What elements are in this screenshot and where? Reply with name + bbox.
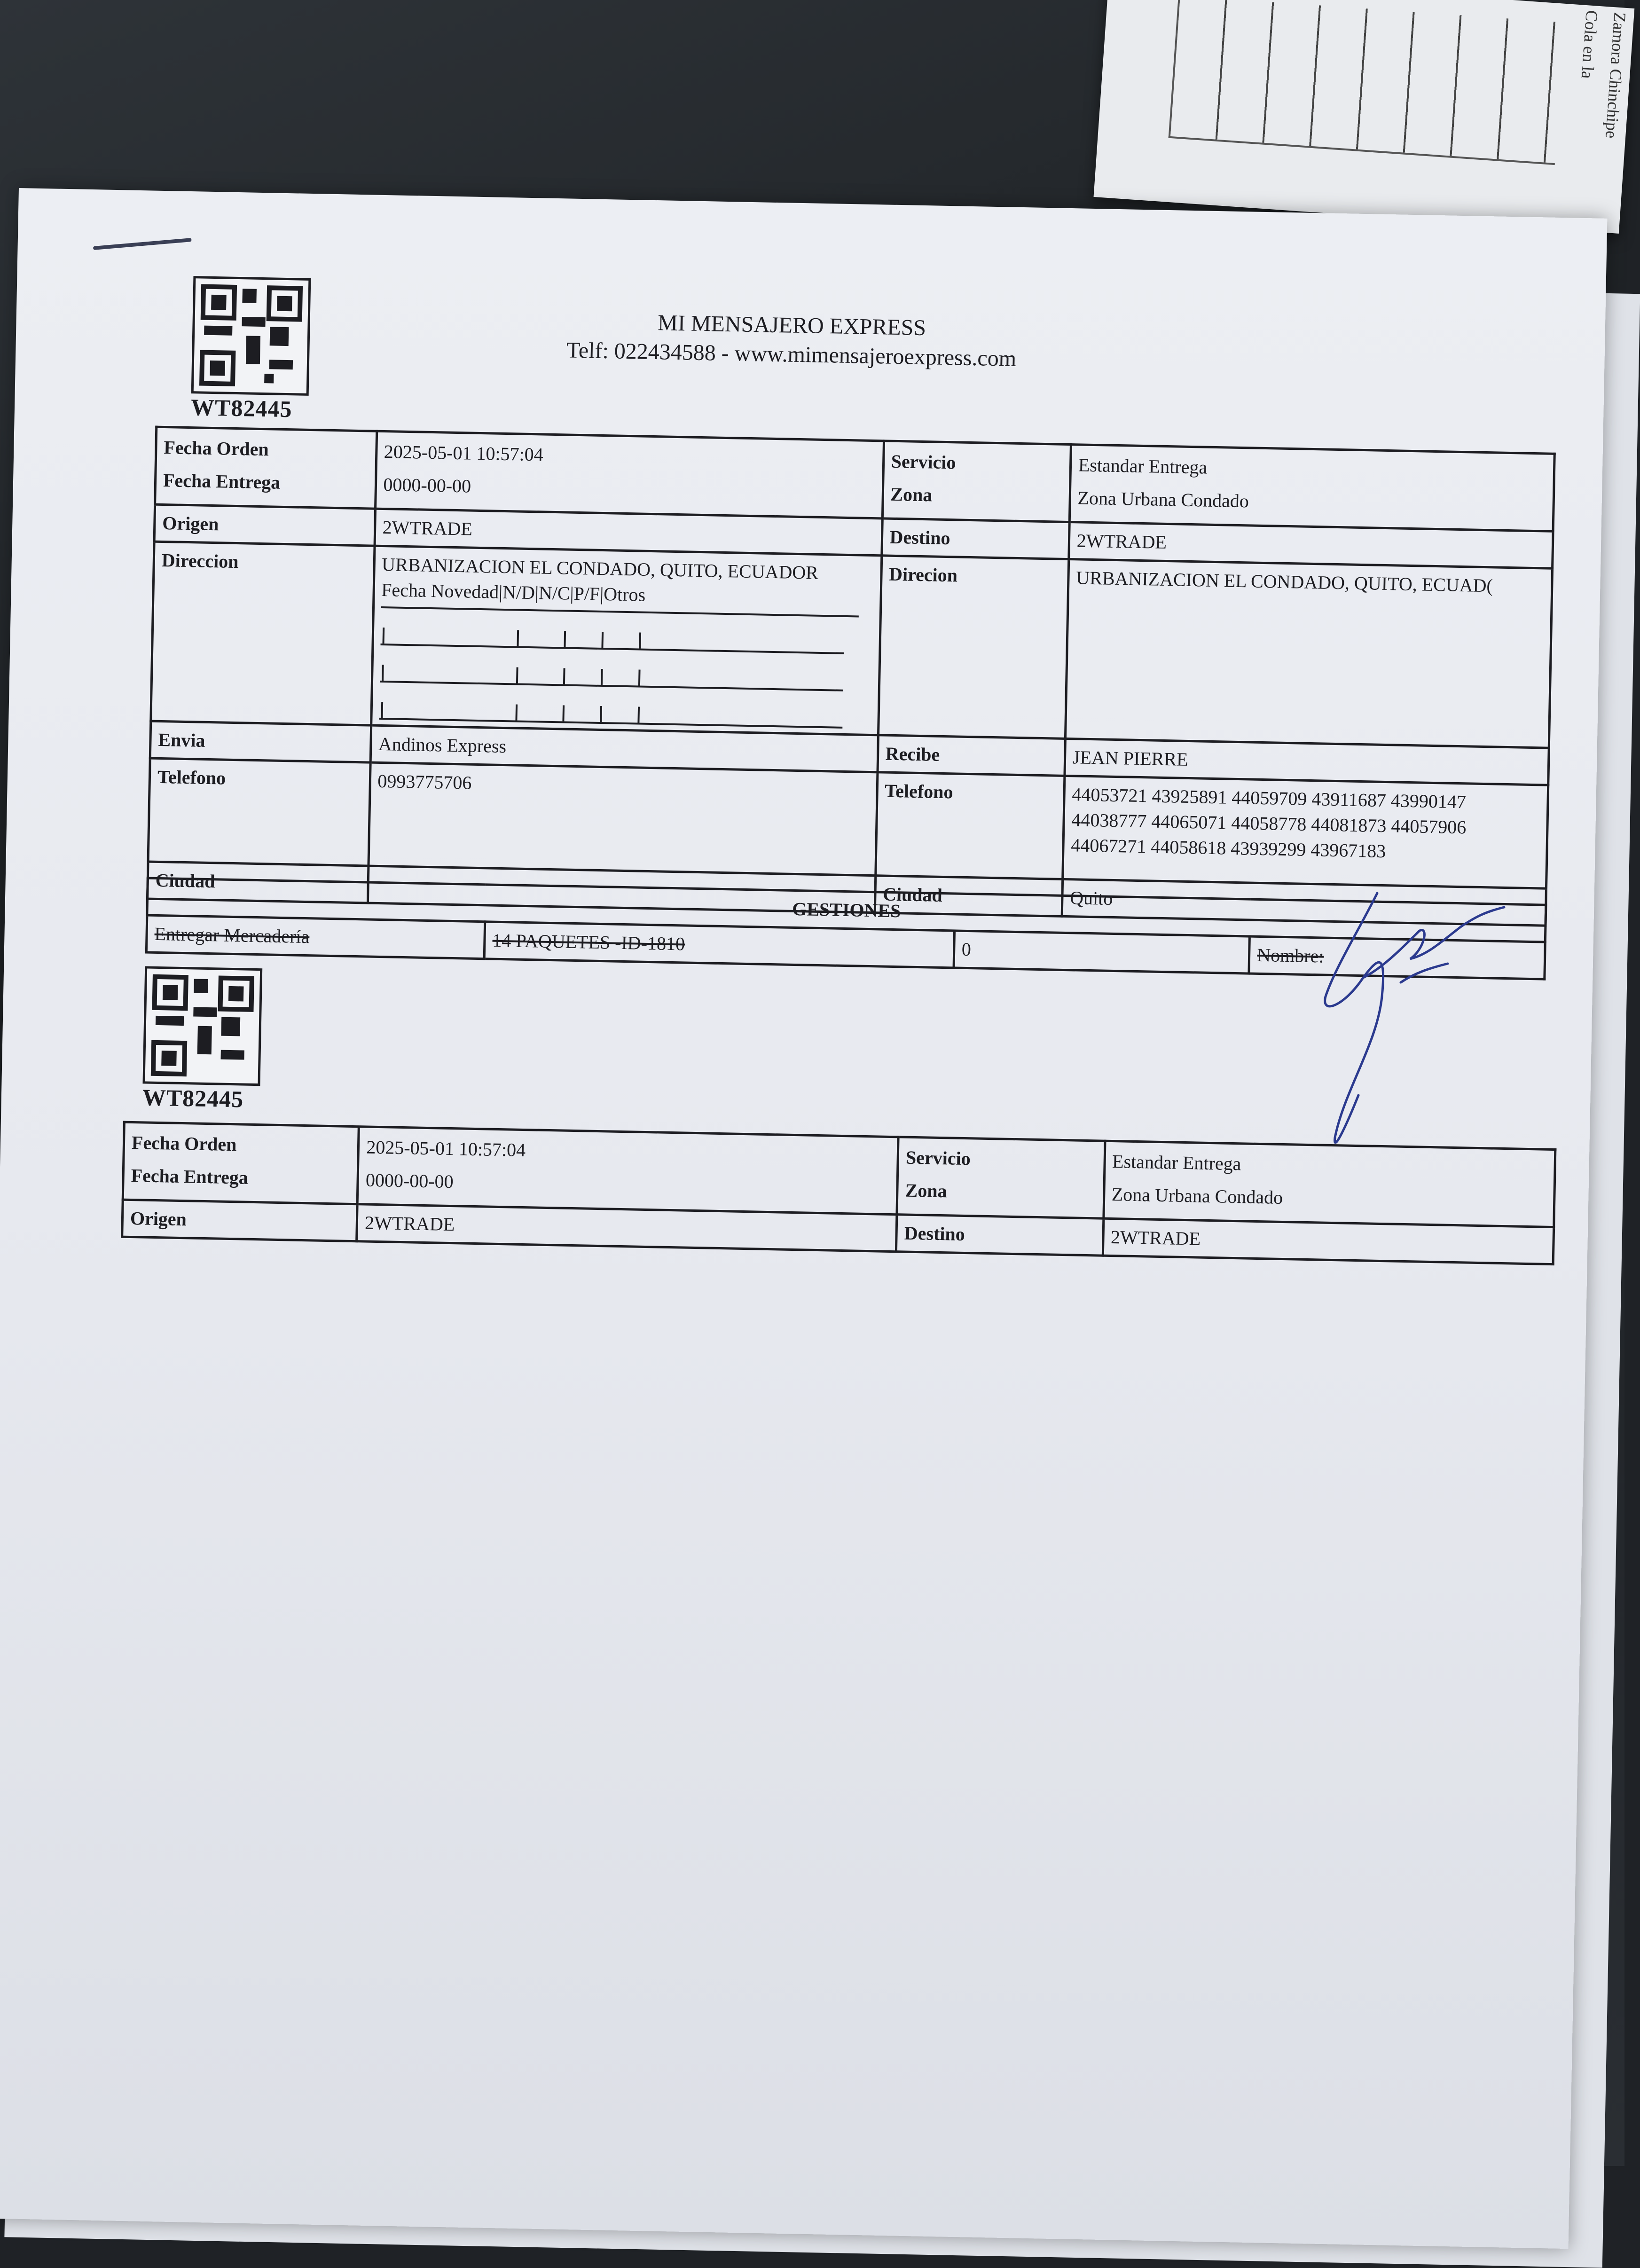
origen-value: 2WTRADE — [357, 1204, 897, 1252]
fecha-orden-label: Fecha Orden — [131, 1131, 237, 1155]
direccion-origen-label: Direccion — [151, 541, 375, 725]
shipping-guide-sheet — [0, 188, 1607, 2249]
servicio-label: Servicio — [905, 1146, 971, 1169]
slip-grid — [1169, 0, 1565, 165]
qr-finder — [267, 285, 303, 322]
servicio-values — [1069, 445, 1554, 532]
telefono-recibe-label: Telefono — [875, 772, 1064, 879]
qr-finder — [152, 974, 188, 1011]
zona-label: Zona — [890, 483, 933, 506]
fecha-orden-label: Fecha Orden — [164, 437, 269, 460]
envia-value: Andinos Express — [370, 725, 878, 772]
fecha-entrega-label: Fecha Entrega — [131, 1164, 249, 1188]
origen-label: Origen — [154, 504, 375, 546]
servicio-value: Estandar Entrega — [1112, 1151, 1241, 1175]
slip-handwriting: Zamora Chinchipe Cola en la — [1577, 9, 1630, 139]
envia-label: Envia — [150, 721, 371, 762]
telefono-envia-value: 0993775706 — [368, 762, 877, 876]
qr-finder — [199, 350, 235, 386]
qr-finder — [201, 284, 237, 320]
servicio-label: Servicio — [891, 450, 956, 473]
telefono-recibe-cell — [1063, 776, 1548, 888]
direccion-destino-value: URBANIZACION EL CONDADO, QUITO, ECUAD( — [1065, 559, 1552, 748]
guide-form-table — [146, 426, 1556, 927]
destino-label: Destino — [896, 1215, 1104, 1256]
gestion-detalle: 14 PAQUETES -ID-1810 — [484, 922, 954, 968]
telefono-recibe-line: 44067271 44058618 43939299 43967183 — [1070, 834, 1386, 862]
zona-value: Zona Urbana Condado — [1077, 487, 1249, 512]
handwritten-signature — [1307, 874, 1514, 1166]
destino-value: 2WTRADE — [1069, 522, 1553, 569]
servicio-labels — [897, 1137, 1105, 1218]
company-contact: Telf: 022434588 - www.mimensajeroexpress.com — [566, 337, 1017, 371]
novedad-header: Fecha Novedad|N/D|N/C|P/F|Otros — [381, 577, 859, 617]
qr-code — [191, 276, 311, 396]
ciudad-origen-label: Ciudad — [148, 862, 369, 903]
gestion-cantidad: 0 — [954, 931, 1250, 973]
destino-label: Destino — [881, 518, 1069, 559]
background-slip — [1094, 0, 1635, 234]
gestiones-title: GESTIONES — [147, 878, 1546, 942]
destino-value: 2WTRADE — [1103, 1218, 1554, 1264]
telefono-recibe-line: 44053721 43925891 44059709 43911687 43990147 — [1072, 784, 1467, 813]
direccion-origen-cell — [371, 546, 881, 735]
fecha-values — [358, 1127, 899, 1215]
gestion-nombre-label: Nombre: — [1249, 936, 1545, 979]
recibe-label: Recibe — [878, 735, 1066, 776]
ciudad-destino-label: Ciudad — [875, 876, 1063, 917]
origen-label: Origen — [122, 1200, 358, 1241]
qr-code — [142, 966, 262, 1086]
company-name: MI MENSAJERO EXPRESS — [657, 310, 926, 341]
servicio-labels — [882, 441, 1071, 522]
servicio-value: Estandar Entrega — [1078, 454, 1208, 478]
qr-finder — [151, 1040, 187, 1076]
gestion-accion: Entregar Mercadería — [146, 915, 485, 959]
fecha-labels — [123, 1122, 359, 1204]
fecha-entrega-value: 0000-00-00 — [383, 474, 471, 497]
fecha-labels — [155, 427, 377, 509]
zona-label: Zona — [905, 1179, 948, 1202]
company-header — [486, 305, 1098, 375]
tracking-code: WT82445 — [142, 1084, 244, 1113]
fecha-orden-value: 2025-05-01 10:57:04 — [384, 441, 544, 465]
direccion-origen-value: URBANIZACION EL CONDADO, QUITO, ECUADOR — [381, 553, 819, 583]
fecha-entrega-value: 0000-00-00 — [365, 1169, 454, 1193]
zona-value: Zona Urbana Condado — [1111, 1184, 1283, 1209]
tracking-code: WT82445 — [190, 394, 292, 423]
telefono-recibe-line: 44038777 44065071 44058778 44081873 44057906 — [1071, 809, 1467, 838]
origen-value: 2WTRADE — [375, 509, 882, 556]
fecha-entrega-label: Fecha Entrega — [163, 470, 281, 493]
ciudad-destino-value: Quito — [1062, 879, 1546, 926]
pen-mark — [93, 238, 192, 250]
fecha-values — [375, 431, 884, 518]
direccion-destino-label: Direcion — [878, 556, 1069, 739]
telefono-envia-label: Telefono — [148, 758, 370, 866]
qr-finder — [218, 975, 254, 1012]
recibe-value: JEAN PIERRE — [1065, 738, 1549, 785]
fecha-orden-value: 2025-05-01 10:57:04 — [366, 1136, 526, 1161]
